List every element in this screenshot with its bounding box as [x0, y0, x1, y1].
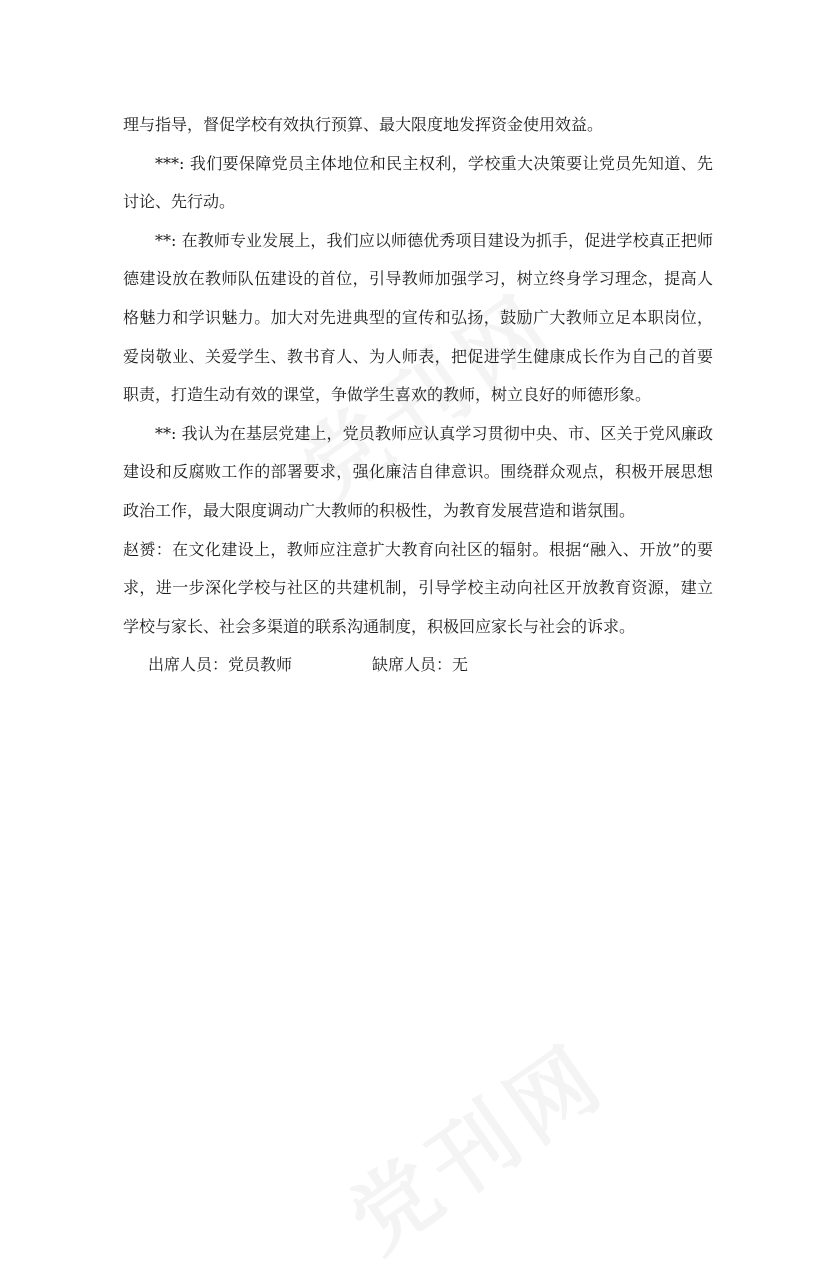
- paragraph-continuation: 理与指导，督促学校有效执行预算、最大限度地发挥资金使用效益。: [123, 115, 604, 134]
- paragraph-cultural-construction: 赵赟：在文化建设上，教师应注意扩大教育向社区的辐射。根据“融入、开放”的要求，进一步深化学校与社区的共建机制，引导学校主动向社区开放教育资源，建立学校与家长、社会多渠道的联系沟通制度，积极回应家长与社会的诉求。: [123, 539, 713, 636]
- paragraph-party-rights: ***: 我们要保障党员主体地位和民主权利，学校重大决策要让党员先知道、先讨论、先行动。: [123, 153, 713, 212]
- attendance-absent: 缺席人员：无: [372, 655, 469, 675]
- paragraph-teacher-development: **: 在教师专业发展上，我们应以师德优秀项目建设为抓手，促进学校真正把师德建设放在教师队伍建设的首位，引导教师加强学习，树立终身学习理念，提高人格魅力和学识魅力。加大对先进典型的宣传和弘扬，鼓励广大教师立足本职岗位，爱岗敬业、关爱学生、教书育人、为人师表，把促进学生健康成长作为自己的首要职责，打造生动有效的课堂，争做学生喜欢的教师，树立良好的师德形象。: [123, 230, 713, 405]
- paragraph-grassroots-party: **: 我认为在基层党建上，党员教师应认真学习贯彻中央、市、区关于党风廉政建设和反腐败工作的部署要求，强化廉洁自律意识。围绕群众观点，积极开展思想政治工作，最大限度调动广大教师的积极性，为教育发展营造和谐氛围。: [123, 423, 713, 520]
- watermark: [320, 1009, 627, 1275]
- attendance-present: 出席人员：党员教师: [148, 655, 293, 675]
- attendance-line: [123, 646, 713, 685]
- document-body: [123, 106, 713, 685]
